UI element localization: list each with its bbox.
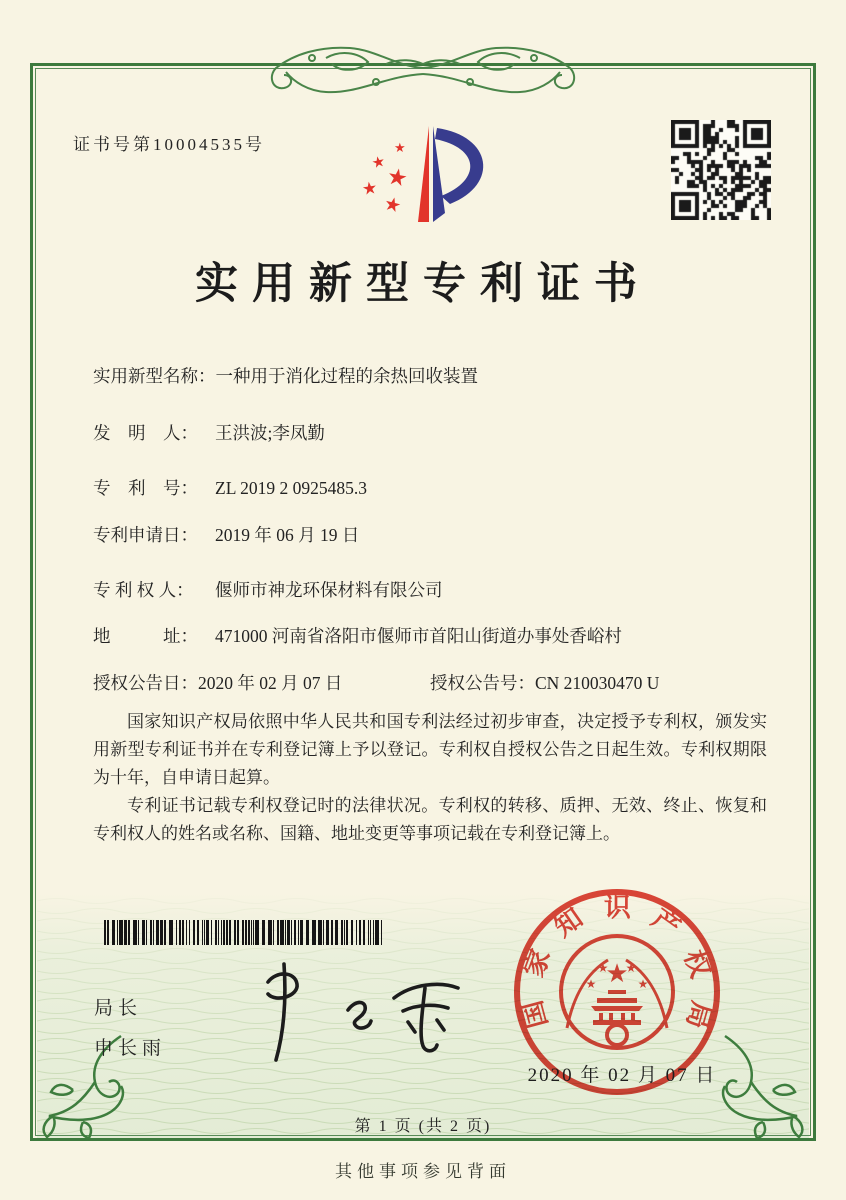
barcode-bar bbox=[226, 920, 228, 945]
barcode-bar bbox=[117, 920, 118, 945]
barcode-bar bbox=[298, 920, 299, 945]
barcode-bar bbox=[179, 920, 181, 945]
field-row-name bbox=[93, 363, 783, 388]
cnipa-logo-graphic bbox=[342, 108, 522, 238]
barcode-bar bbox=[186, 920, 187, 945]
barcode-bar bbox=[124, 920, 127, 945]
cnipa-logo bbox=[342, 108, 522, 238]
barcode bbox=[104, 920, 392, 945]
barcode-bar bbox=[280, 920, 284, 945]
field-row-filing-date bbox=[93, 522, 783, 547]
barcode-bar bbox=[164, 920, 166, 945]
barcode-bar bbox=[273, 920, 274, 945]
field-label: 发 明 人： bbox=[93, 423, 198, 443]
barcode-bar bbox=[242, 920, 244, 945]
barcode-bar bbox=[142, 920, 145, 945]
barcode-bar bbox=[356, 920, 357, 945]
barcode-bar bbox=[245, 920, 247, 945]
grant-no-value: CN 210030470 U bbox=[535, 673, 660, 693]
star-icon: ★ bbox=[605, 959, 629, 988]
barcode-bar bbox=[223, 920, 225, 945]
barcode-bar bbox=[107, 920, 109, 945]
grant-no-group bbox=[430, 670, 659, 695]
field-value: 王洪波;李凤勤 bbox=[215, 423, 325, 443]
barcode-bar bbox=[287, 920, 290, 945]
barcode-bar bbox=[204, 920, 205, 945]
barcode-bar bbox=[359, 920, 361, 945]
grant-date-label: 授权公告日： bbox=[93, 673, 198, 693]
barcode-bar bbox=[255, 920, 259, 945]
star-icon: ★ bbox=[625, 961, 637, 975]
star-icon: ★ bbox=[381, 193, 404, 218]
field-row-patentee bbox=[93, 577, 783, 602]
certificate-number: 证书号第10004535号 bbox=[73, 135, 265, 154]
barcode-bar bbox=[146, 920, 147, 945]
field-value: 偃师市神龙环保材料有限公司 bbox=[215, 580, 443, 600]
barcode-bar bbox=[294, 920, 296, 945]
star-icon: ★ bbox=[394, 140, 406, 155]
barcode-bar bbox=[182, 920, 184, 945]
barcode-bar bbox=[375, 920, 379, 945]
barcode-bar bbox=[221, 920, 222, 945]
barcode-bar bbox=[291, 920, 292, 945]
field-row-address bbox=[93, 623, 783, 648]
star-icon: ★ bbox=[384, 163, 410, 192]
barcode-bar bbox=[218, 920, 219, 945]
barcode-bar bbox=[202, 920, 203, 945]
barcode-bar bbox=[363, 920, 365, 945]
barcode-bar bbox=[248, 920, 250, 945]
barcode-bar bbox=[156, 920, 159, 945]
barcode-bar bbox=[215, 920, 217, 945]
barcode-bar bbox=[373, 920, 374, 945]
star-icon: ★ bbox=[637, 977, 649, 991]
barcode-bar bbox=[112, 920, 115, 945]
barcode-bar bbox=[193, 920, 195, 945]
barcode-bar bbox=[133, 920, 137, 945]
barcode-bar bbox=[206, 920, 209, 945]
page-footer: 第 1 页 (共 2 页) bbox=[354, 1118, 492, 1135]
barcode-bar bbox=[368, 920, 369, 945]
barcode-bar bbox=[262, 920, 265, 945]
field-label: 专 利 号： bbox=[93, 478, 198, 498]
barcode-bar bbox=[251, 920, 252, 945]
barcode-bar bbox=[150, 920, 152, 945]
field-row-grant bbox=[93, 670, 783, 695]
field-value: 2019 年 06 月 19 日 bbox=[215, 525, 360, 545]
qr-code bbox=[671, 120, 771, 220]
seal-text: 国家知识产权局 bbox=[516, 892, 717, 1033]
barcode-bar bbox=[160, 920, 163, 945]
logo-p-bowl bbox=[435, 128, 483, 204]
grant-date-value: 2020 年 02 月 07 日 bbox=[198, 673, 343, 693]
logo-red-wedge bbox=[418, 126, 429, 222]
barcode-bar bbox=[153, 920, 154, 945]
barcode-bar bbox=[237, 920, 239, 945]
barcode-bar bbox=[346, 920, 348, 945]
barcode-bar bbox=[128, 920, 130, 945]
star-icon: ★ bbox=[597, 961, 609, 975]
field-value: 471000 河南省洛阳市偃师市首阳山街道办事处香峪村 bbox=[215, 626, 622, 646]
body-paragraph-2: 专利证书记载专利权登记时的法律状况。专利权的转移、质押、无效、终止、恢复和专利权人的姓名或名称、国籍、地址变更等事项记载在专利登记簿上。 bbox=[93, 796, 767, 843]
barcode-bar bbox=[138, 920, 139, 945]
barcode-bar bbox=[318, 920, 322, 945]
barcode-bar bbox=[211, 920, 212, 945]
barcode-bar bbox=[169, 920, 173, 945]
field-label: 专 利 权 人： bbox=[93, 580, 194, 600]
grant-no-label: 授权公告号： bbox=[430, 673, 535, 693]
barcode-bar bbox=[341, 920, 343, 945]
barcode-bar bbox=[253, 920, 254, 945]
barcode-bar bbox=[189, 920, 190, 945]
director-name: 申长雨 bbox=[94, 1038, 167, 1059]
field-row-patent-no bbox=[93, 475, 783, 500]
barcode-bar bbox=[277, 920, 279, 945]
barcode-bar bbox=[306, 920, 309, 945]
star-icon: ★ bbox=[585, 977, 597, 991]
barcode-bar bbox=[344, 920, 345, 945]
barcode-bar bbox=[104, 920, 106, 945]
barcode-bar bbox=[229, 920, 231, 945]
field-label: 实用新型名称： bbox=[93, 366, 216, 386]
back-note: 其他事项参见背面 bbox=[335, 1162, 511, 1181]
barcode-bar bbox=[119, 920, 123, 945]
star-icon: ★ bbox=[360, 178, 379, 199]
barcode-bar bbox=[312, 920, 316, 945]
field-value: 一种用于消化过程的余热回收装置 bbox=[215, 366, 478, 386]
field-label: 专利申请日： bbox=[93, 525, 198, 545]
field-label: 地 址： bbox=[93, 626, 198, 646]
field-row-inventor bbox=[93, 420, 783, 445]
barcode-bar bbox=[335, 920, 338, 945]
legal-text bbox=[93, 708, 767, 848]
barcode-bar bbox=[197, 920, 199, 945]
barcode-bar bbox=[234, 920, 236, 945]
body-paragraph-1: 国家知识产权局依照中华人民共和国专利法经过初步审查，决定授予专利权，颁发实用新型专利证书并在专利登记簿上予以登记。专利权自授权公告之日起生效。专利权期限为十年，自申请日起算。 bbox=[93, 712, 767, 787]
director-signature bbox=[228, 958, 468, 1068]
top-ornament-icon bbox=[266, 38, 580, 100]
barcode-bar bbox=[268, 920, 272, 945]
field-value: ZL 2019 2 0925485.3 bbox=[215, 478, 367, 498]
star-icon: ★ bbox=[370, 153, 387, 173]
barcode-bar bbox=[176, 920, 177, 945]
barcode-bar bbox=[370, 920, 371, 945]
barcode-bar bbox=[323, 920, 324, 945]
national-emblem-icon bbox=[561, 936, 673, 1048]
director-title: 局长 bbox=[94, 998, 143, 1019]
barcode-bar bbox=[331, 920, 333, 945]
certificate-title: 实用新型专利证书 bbox=[195, 261, 651, 308]
barcode-bar bbox=[300, 920, 303, 945]
barcode-bar bbox=[381, 920, 382, 945]
barcode-bar bbox=[285, 920, 286, 945]
barcode-bar bbox=[326, 920, 329, 945]
seal-date: 2020 年 02 月 07 日 bbox=[527, 1065, 717, 1086]
barcode-bar bbox=[351, 920, 353, 945]
